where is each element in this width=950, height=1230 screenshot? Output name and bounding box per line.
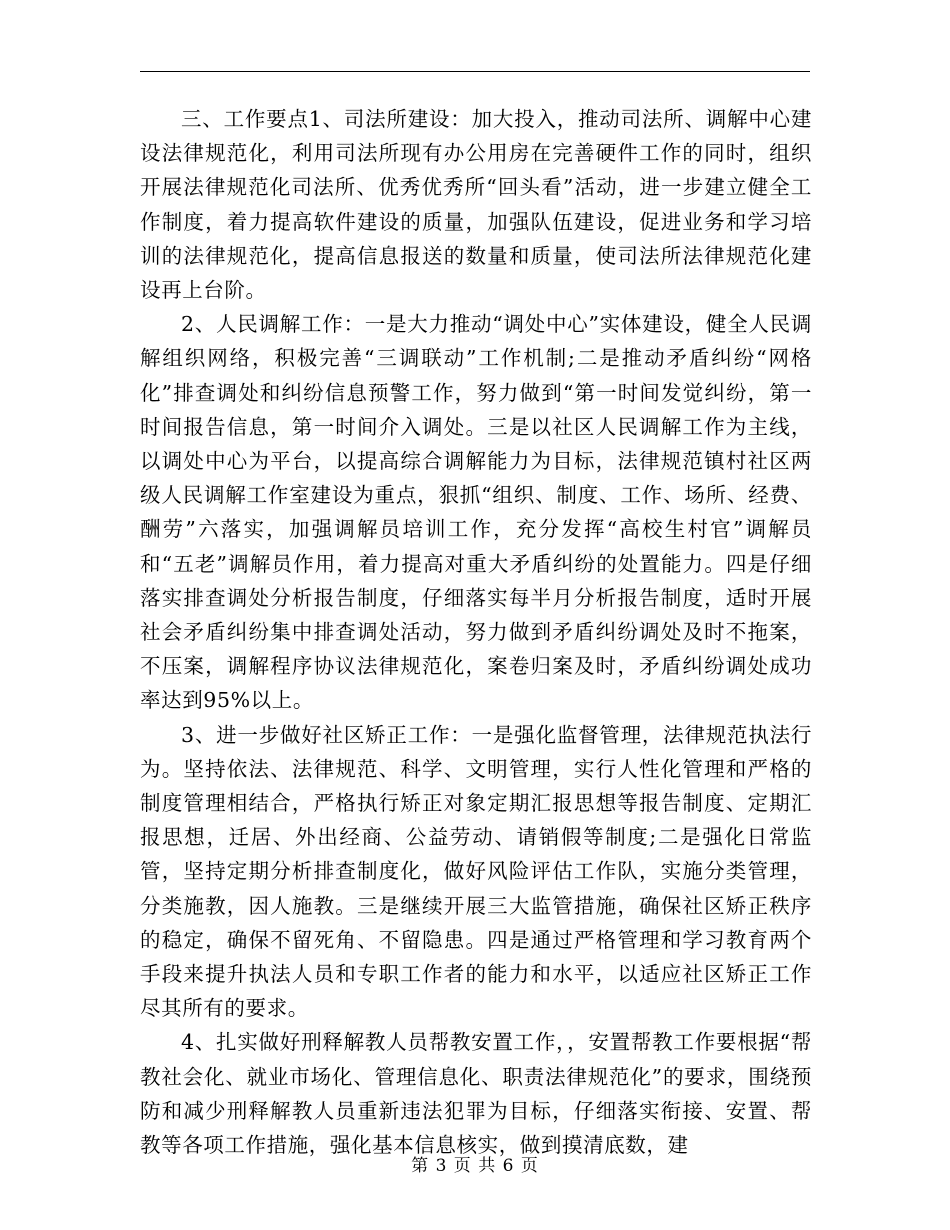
paragraph-resettlement-assistance: 4、扎实做好刑释解教人员帮教安置工作，，安置帮教工作要根据“帮教社会化、就业市场化、管理信息化、职责法律规范化”的要求，围绕预防和减少刑释解教人员重新违法犯罪为目标，仔细落实衔接、安置、帮教等各项工作措施，强化基本信息核实，做到摸清底数，建	[140, 1030, 812, 1158]
paragraph-people-mediation: 2、人民调解工作：一是大力推动“调处中心”实体建设，健全人民调解组织网络，积极完善“三调联动”工作机制;二是推动矛盾纠纷“网格化”排查调处和纠纷信息预警工作，努力做到“第一时间发觉纠纷，第一时间报告信息，第一时间介入调处。三是以社区人民调解工作为主线，以调处中心为平台，以提高综合调解能力为目标，法律规范镇村社区两级人民调解工作室建设为重点，狠抓“组织、制度、工作、场所、经费、酬劳”六落实，加强调解员培训工作，充分发挥“高校生村官”调解员和“五老”调解员作用，着力提高对重大矛盾纠纷的处置能力。四是仔细落实排查调处分析报告制度，仔细落实每半月分析报告制度，适时开展社会矛盾纠纷集中排查调处活动，努力做到矛盾纠纷调处及时不拖案，不压案，调解程序协议法律规范化，案卷归案及时，矛盾纠纷调处成功率达到95%以上。	[140, 312, 812, 713]
document-body	[140, 102, 812, 1162]
paragraph-judicial-office: 三、工作要点1、司法所建设：加大投入，推动司法所、调解中心建设法律规范化，利用司法所现有办公用房在完善硬件工作的同时，组织开展法律规范化司法所、优秀优秀所“回头看”活动，进一步建立健全工作制度，着力提高软件建设的质量，加强队伍建设，促进业务和学习培训的法律规范化，提高信息报送的数量和质量，使司法所法律规范化建设再上台阶。	[140, 107, 812, 303]
paragraph-community-correction: 3、进一步做好社区矫正工作：一是强化监督管理，法律规范执法行为。坚持依法、法律规范、科学、文明管理，实行人性化管理和严格的制度管理相结合，严格执行矫正对象定期汇报思想等报告制度、定期汇报思想，迁居、外出经商、公益劳动、请销假等制度;二是强化日常监管，坚持定期分析排查制度化，做好风险评估工作队，实施分类管理，分类施教，因人施教。三是继续开展三大监管措施，确保社区矫正秩序的稳定，确保不留死角、不留隐患。四是通过严格管理和学习教育两个手段来提升执法人员和专职工作者的能力和水平，以适应社区矫正工作尽其所有的要求。	[140, 722, 812, 1021]
header-rule	[140, 71, 810, 72]
page-number-footer: 第 3 页 共 6 页	[411, 1156, 539, 1176]
